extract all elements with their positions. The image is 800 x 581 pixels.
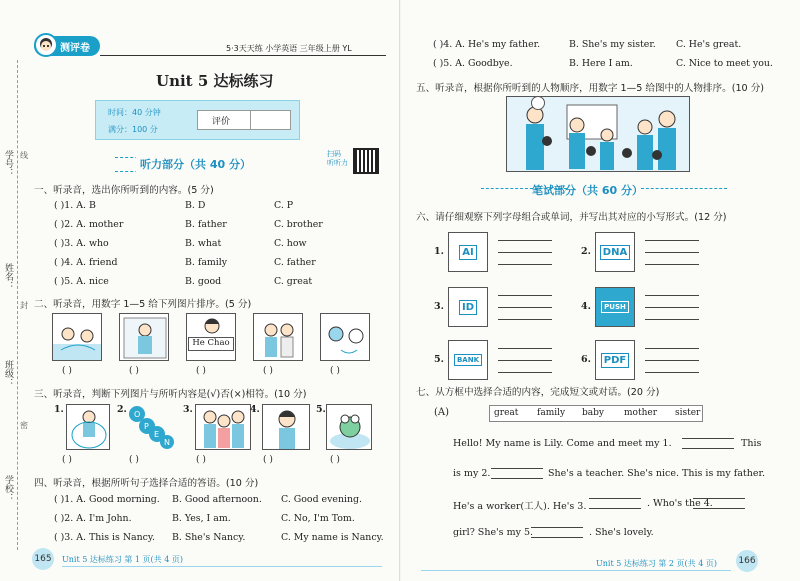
q2-title: 二、听录音，用数字 1—5 给下列图片排序。(5 分) [34, 299, 252, 310]
q1-option[interactable]: B. family [185, 257, 228, 268]
page-number-left: 165 [32, 548, 54, 570]
word-option: great [494, 408, 519, 418]
q2-answer-paren[interactable]: ( ) [263, 366, 273, 376]
q1-option[interactable]: B. what [185, 238, 222, 249]
svg-text:E: E [154, 430, 160, 439]
q6-picture [595, 232, 635, 272]
q6-number: 3. [434, 301, 444, 312]
answer-blank[interactable] [491, 478, 543, 479]
answer-blank[interactable] [589, 508, 641, 509]
answer-blank[interactable] [491, 468, 543, 469]
q1-option[interactable]: ( )2. A. mother [54, 219, 124, 230]
footer-left-text: Unit 5 达标练习 第 1 页(共 4 页) [62, 555, 183, 564]
answer-line[interactable] [498, 307, 552, 308]
margin-student-id: 学号： [3, 150, 13, 177]
svg-text:P: P [144, 422, 149, 431]
q4-option[interactable]: ( )4. A. He's my father. [433, 39, 541, 50]
q4-option[interactable]: B. She's my sister. [569, 39, 656, 50]
q2-answer-paren[interactable]: ( ) [129, 366, 139, 376]
answer-line[interactable] [645, 252, 699, 253]
margin-school: 学校： [3, 475, 13, 502]
answer-blank[interactable] [693, 498, 745, 499]
q1-option[interactable]: ( )4. A. friend [54, 257, 118, 268]
q7-text: . She's lovely. [589, 527, 654, 538]
answer-line[interactable] [645, 348, 699, 349]
q1-option[interactable]: B. D [185, 200, 206, 211]
answer-line[interactable] [498, 319, 552, 320]
q4-option[interactable]: C. Good evening. [281, 494, 363, 505]
q4-option[interactable]: C. Nice to meet you. [676, 58, 773, 69]
q6-label: ID [459, 300, 477, 315]
q7-text: Hello! My name is Lily. Come and meet my 1. [453, 438, 672, 449]
q5-title: 五、听录音，根据你所听到的人物顺序，用数字 1—5 给图中的人物排序。(10 分) [416, 83, 765, 94]
q4-option[interactable]: ( )1. A. Good morning. [54, 494, 160, 505]
q7-label: (A) [434, 407, 450, 418]
answer-line[interactable] [645, 319, 699, 320]
q1-option[interactable]: C. great [274, 276, 313, 287]
svg-text:O: O [134, 410, 141, 419]
eval-label: 评价 [212, 117, 231, 127]
q2-answer-paren[interactable]: ( ) [330, 366, 340, 376]
badge-label: 测评卷 [60, 43, 90, 54]
q4-option[interactable]: B. She's Nancy. [172, 532, 246, 543]
cut-line [17, 60, 18, 550]
q1-option[interactable]: B. good [185, 276, 222, 287]
q3-number: 2. [117, 404, 127, 415]
margin-class: 班级： [3, 360, 13, 387]
q2-pic-1 [52, 313, 102, 361]
q3-number: 5. [316, 404, 326, 415]
qr-code[interactable] [353, 148, 379, 174]
q6-number: 5. [434, 354, 444, 365]
q2-answer-paren[interactable]: ( ) [62, 366, 72, 376]
q6-picture [448, 340, 488, 380]
q1-option[interactable]: ( )3. A. who [54, 238, 109, 249]
answer-line[interactable] [498, 295, 552, 296]
q4-option[interactable]: ( )2. A. I'm John. [54, 513, 132, 524]
answer-blank[interactable] [693, 508, 745, 509]
q4-option[interactable]: B. Here I am. [569, 58, 633, 69]
q7-text: She's a teacher. She's nice. This is my father. [548, 468, 766, 479]
answer-line[interactable] [645, 295, 699, 296]
q3-number: 4. [250, 404, 260, 415]
answer-line[interactable] [498, 252, 552, 253]
q6-picture [595, 340, 635, 380]
score-label: 满分：100 分 [108, 125, 158, 134]
q6-label: BANK [454, 354, 482, 366]
q6-label: AI [459, 245, 476, 260]
q3-pic-2 [127, 404, 177, 450]
q6-number: 4. [581, 301, 591, 312]
q3-answer-paren[interactable]: ( ) [62, 455, 72, 465]
q7-title: 七、从方框中选择合适的内容，完成短文或对话。(20 分) [416, 387, 660, 398]
q6-picture [448, 232, 488, 272]
q1-option[interactable]: C. P [274, 200, 294, 211]
answer-blank[interactable] [531, 537, 583, 538]
time-label: 时间：40 分钟 [108, 108, 161, 117]
answer-line[interactable] [645, 360, 699, 361]
q2-pic-4 [253, 313, 303, 361]
q3-pic-3 [195, 404, 251, 450]
q7-text: girl? She's my 5. [453, 527, 534, 538]
q4-option[interactable]: C. No, I'm Tom. [281, 513, 355, 524]
margin-name: 姓名： [3, 263, 13, 290]
listening-title: 听力部分（共 40 分） [136, 156, 255, 172]
q1-option[interactable]: C. father [274, 257, 316, 268]
q7-text: He's a worker(工人). He's 3. [453, 501, 587, 512]
q6-number: 1. [434, 246, 444, 257]
q6-picture [448, 287, 488, 327]
q3-answer-paren[interactable]: ( ) [330, 455, 340, 465]
answer-blank[interactable] [531, 527, 583, 528]
q6-label: DNA [600, 245, 630, 260]
q2-answer-paren[interactable]: ( ) [196, 366, 206, 376]
q3-answer-paren[interactable]: ( ) [129, 455, 139, 465]
q1-option[interactable]: B. father [185, 219, 227, 230]
q4-option[interactable]: ( )3. A. This is Nancy. [54, 532, 155, 543]
q1-option[interactable]: C. how [274, 238, 307, 249]
word-option: family [537, 408, 566, 418]
q3-number: 3. [183, 404, 193, 415]
answer-line[interactable] [645, 307, 699, 308]
margin-seal: 封 [20, 301, 28, 310]
q6-label: PUSH [601, 301, 629, 313]
he-chao-sign: He Chao [188, 337, 234, 351]
q3-title: 三、听录音，判断下列图片与所听内容是(√)否(×)相符。(10 分) [34, 389, 307, 400]
svg-text:N: N [164, 438, 170, 447]
margin-sealed: 密 [20, 421, 28, 430]
q4-option[interactable]: ( )5. A. Goodbye. [433, 58, 513, 69]
q3-number: 1. [54, 404, 64, 415]
q2-pic-5 [320, 313, 370, 361]
q4-option[interactable]: B. Good afternoon. [172, 494, 262, 505]
answer-line[interactable] [645, 240, 699, 241]
q6-number: 2. [581, 246, 591, 257]
q6-label: PDF [601, 353, 629, 368]
q6-number: 6. [581, 354, 591, 365]
word-option: mother [624, 408, 657, 418]
margin-line: 线 [20, 151, 28, 160]
q1-title: 一、听录音，选出你所听到的内容。(5 分) [34, 185, 214, 196]
header-rule [100, 55, 386, 56]
q7-text: . Who's the 4. [647, 498, 713, 509]
q3-answer-paren[interactable]: ( ) [196, 455, 206, 465]
q3-pic-1 [66, 404, 110, 450]
word-option: sister [675, 408, 701, 418]
q4-option[interactable]: C. He's great. [676, 39, 742, 50]
answer-line[interactable] [498, 360, 552, 361]
series-label: 5·3天天练 小学英语 三年级上册 YL [226, 44, 352, 53]
answer-line[interactable] [498, 264, 552, 265]
q1-option[interactable]: C. brother [274, 219, 323, 230]
right-page [401, 0, 800, 581]
q6-picture [595, 287, 635, 327]
answer-blank[interactable] [682, 448, 734, 449]
writing-title: 笔试部分（共 60 分） [532, 184, 643, 197]
answer-line[interactable] [645, 264, 699, 265]
answer-line[interactable] [498, 240, 552, 241]
mascot-icon [34, 33, 58, 57]
q4-title: 四、听录音，根据所听句子选择合适的答语。(10 分) [34, 478, 259, 489]
answer-line[interactable] [645, 372, 699, 373]
q2-pic-2 [119, 313, 169, 361]
word-option: baby [582, 408, 604, 418]
q3-pic-5 [326, 404, 372, 450]
q3-answer-paren[interactable]: ( ) [263, 455, 273, 465]
q1-option[interactable]: ( )1. A. B [54, 200, 96, 211]
q7-text: is my 2. [453, 468, 491, 479]
answer-blank[interactable] [682, 438, 734, 439]
page-title: Unit 5 达标练习 [156, 72, 274, 90]
answer-blank[interactable] [589, 498, 641, 499]
q4-option[interactable]: B. Yes, I am. [172, 513, 231, 524]
q3-pic-4 [262, 404, 310, 450]
page-number-right: 166 [736, 550, 758, 572]
q6-title: 六、请仔细观察下列字母组合或单词，并写出其对应的小写形式。(12 分) [416, 212, 727, 223]
scan-label: 扫码 听听力 [327, 150, 348, 167]
q1-option[interactable]: ( )5. A. nice [54, 276, 109, 287]
q4-option[interactable]: C. My name is Nancy. [281, 532, 384, 543]
q7-text: This [741, 438, 762, 449]
answer-line[interactable] [498, 372, 552, 373]
answer-line[interactable] [498, 348, 552, 349]
footer-right-text: Unit 5 达标练习 第 2 页(共 4 页) [596, 559, 717, 568]
